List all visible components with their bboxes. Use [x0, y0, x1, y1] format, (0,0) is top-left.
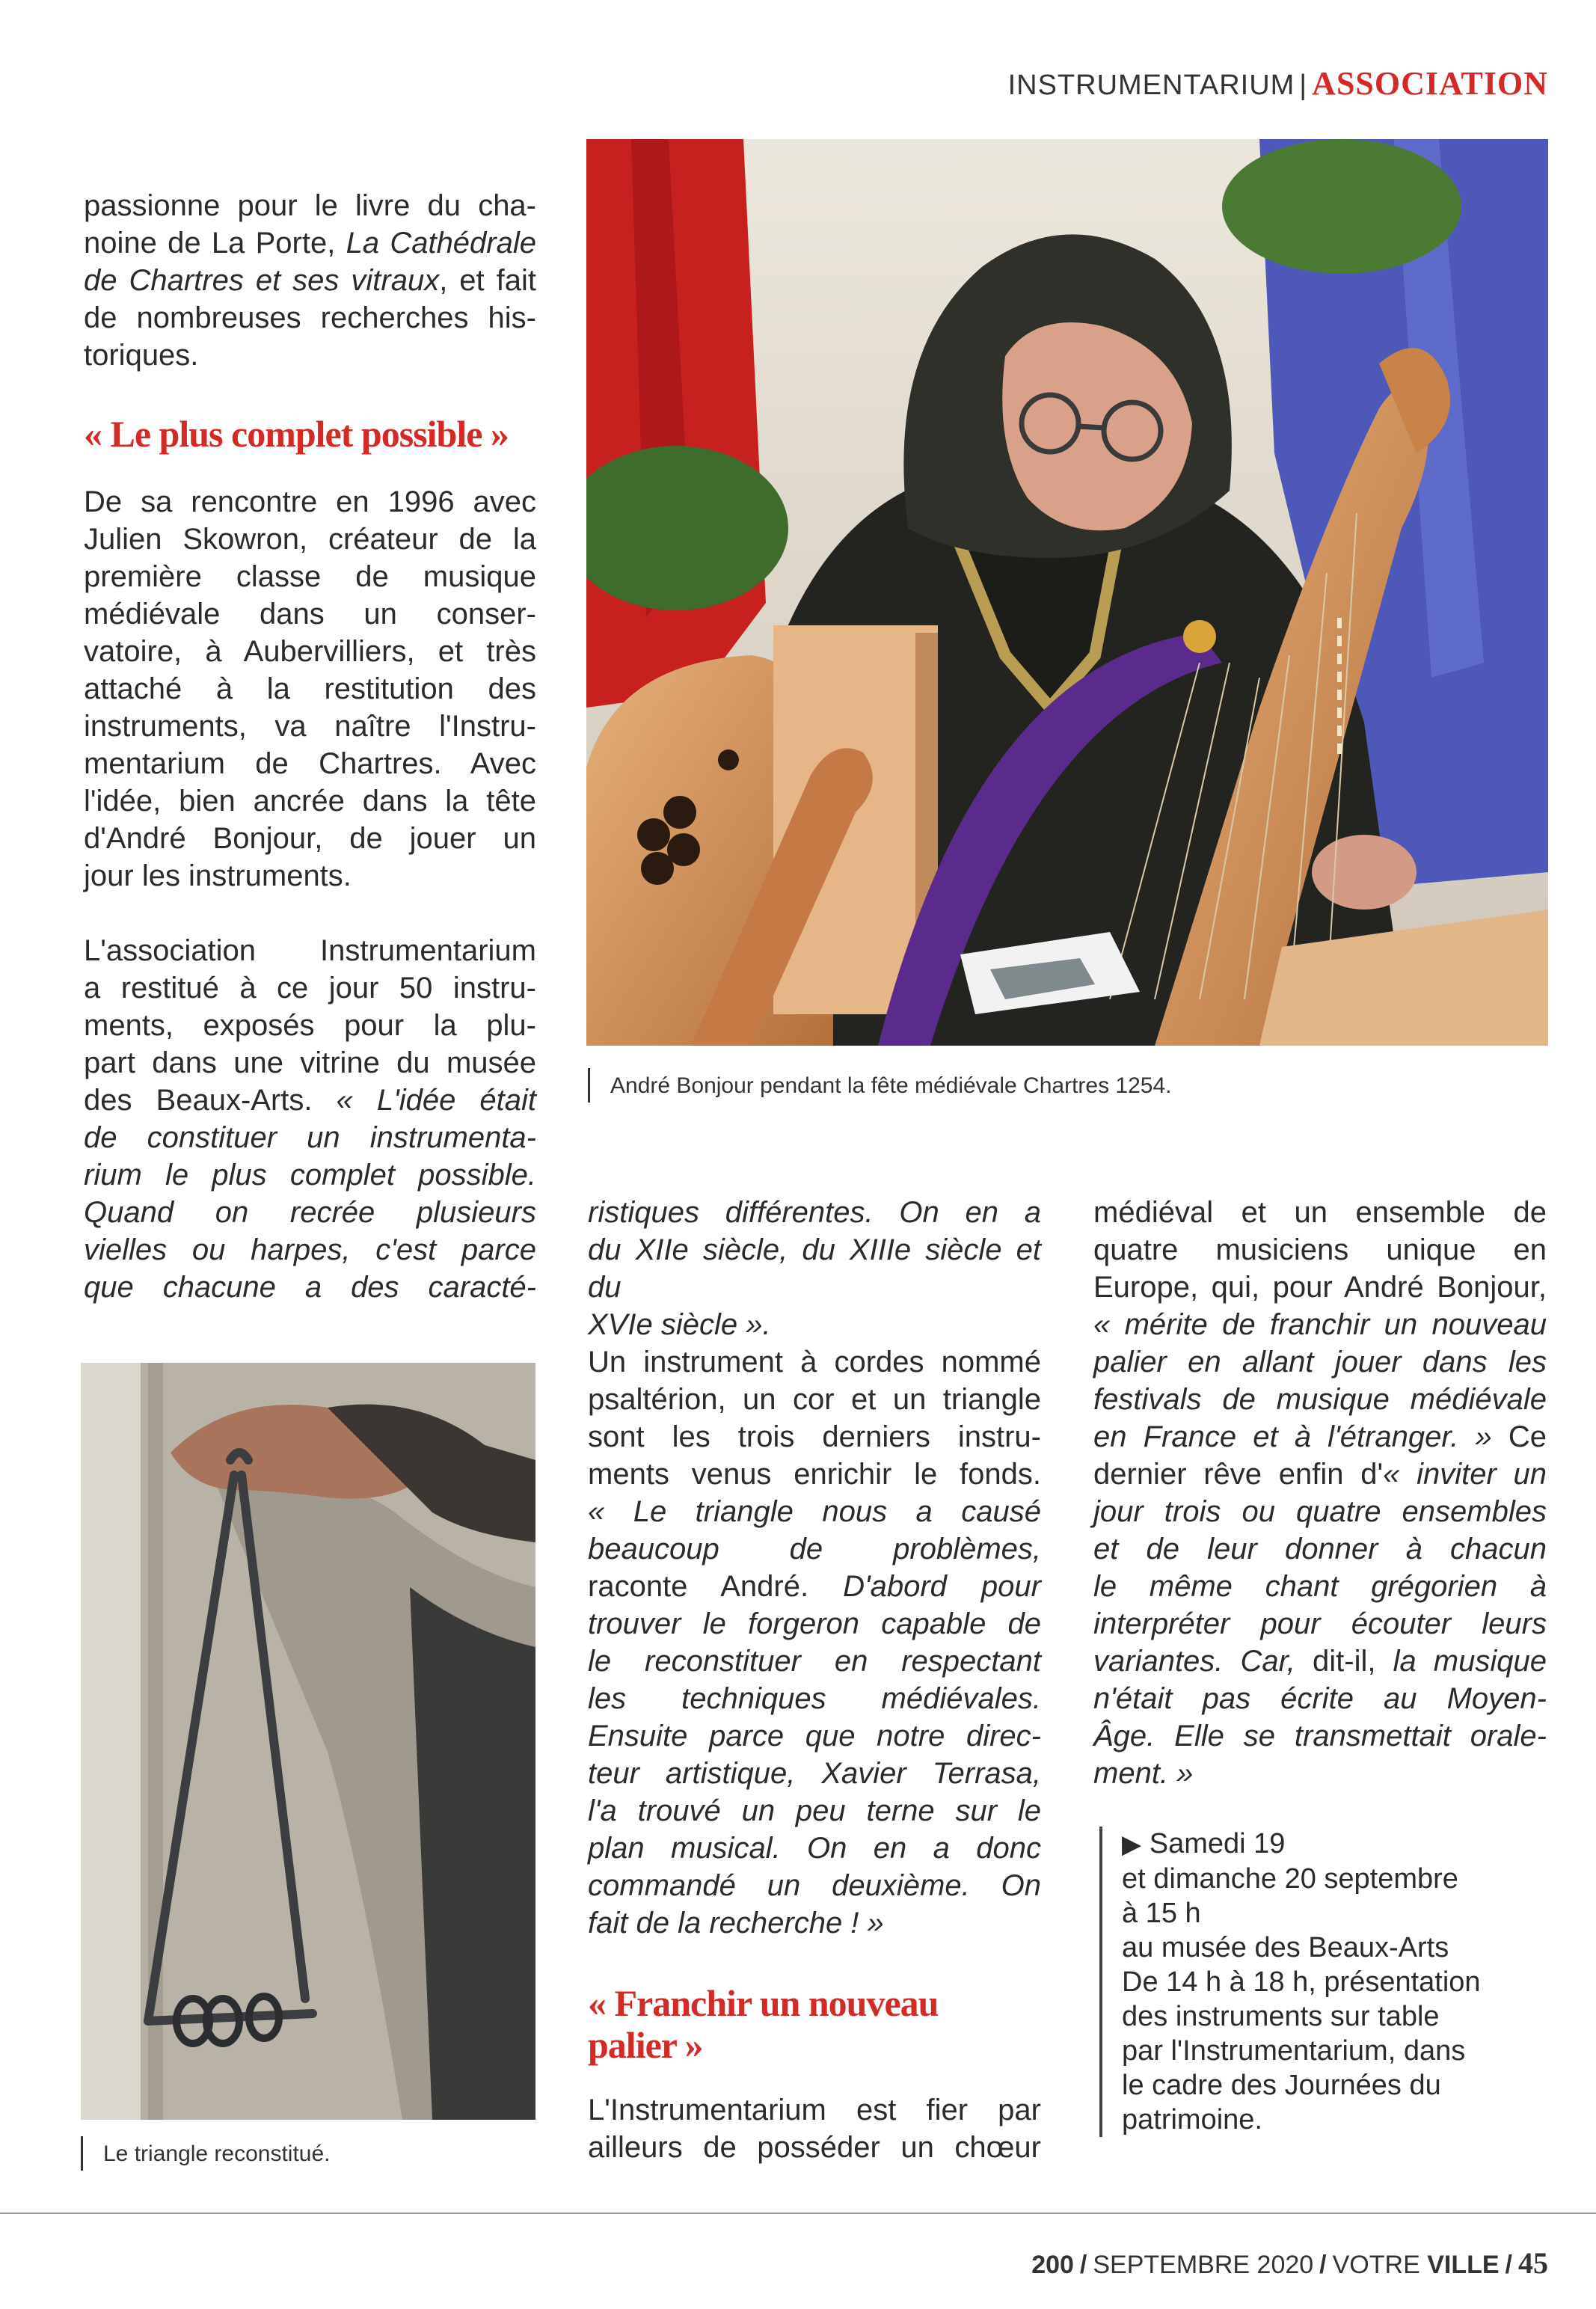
text-line: première classe de musique: [84, 560, 536, 593]
quote-line: Ensuite parce que notre direc-: [588, 1720, 1041, 1753]
quote-line: interpréter pour écouter leurs: [1093, 1607, 1547, 1640]
text-line: part dans une vitrine du musée: [84, 1046, 536, 1079]
section-heading-1: « Le plus complet possible »: [84, 413, 509, 455]
book-title: La Cathédrale: [346, 227, 537, 260]
quote-span: la musique: [1393, 1645, 1547, 1678]
text-line: instruments, va naître l'Instru-: [84, 710, 536, 743]
text-span: raconte André.: [588, 1570, 844, 1603]
quote-line: fait de la recherche ! »: [588, 1907, 884, 1940]
quote-line: ment. »: [1093, 1757, 1194, 1790]
info-line: patrimoine.: [1122, 2104, 1262, 2135]
triangle-marker-icon: ▶: [1122, 1830, 1142, 1859]
quote-line: l'a trouvé un peu terne sur le: [588, 1794, 1041, 1827]
text-line: ailleurs de posséder un chœur: [588, 2131, 1041, 2164]
header-rubric: INSTRUMENTARIUM: [1007, 70, 1295, 101]
col1-paragraph-2: [84, 932, 536, 1306]
quote-span: D'abord pour: [843, 1570, 1041, 1603]
text-line: a restitué à ce jour 50 instru-: [84, 972, 536, 1005]
text-span: , et fait: [439, 264, 536, 297]
text-line: psaltérion, un cor et un triangle: [588, 1383, 1041, 1416]
text-span: Ce: [1491, 1420, 1547, 1453]
info-line: à 15 h: [1122, 1898, 1201, 1929]
text-line: d'André Bonjour, de jouer un: [84, 822, 536, 855]
main-photo: [586, 139, 1548, 1046]
info-line: des instruments sur table: [1122, 2001, 1440, 2032]
magazine-name-bold: VILLE: [1427, 2251, 1500, 2279]
quote-line: que chacune a des caracté-: [84, 1271, 536, 1304]
quote-line: jour trois ou quatre ensembles: [1093, 1495, 1547, 1528]
header-section: ASSOCIATION: [1312, 65, 1548, 102]
magazine-name: VOTRE: [1332, 2251, 1420, 2279]
triangle-photo: [81, 1363, 535, 2120]
text-line: Un instrument à cordes nommé: [588, 1346, 1041, 1379]
event-info-box: [1099, 1827, 1541, 2137]
text-line: De sa rencontre en 1996 avec: [84, 485, 536, 518]
text-line: L'association Instrumentarium: [84, 934, 536, 967]
quote-line: trouver le forgeron capable de: [588, 1607, 1041, 1640]
quote-line: rium le plus complet possible.: [84, 1159, 536, 1192]
heading-line: « Franchir un nouveau: [588, 1982, 939, 2024]
info-line: Samedi 19: [1149, 1828, 1286, 1859]
text-span: noine de La Porte,: [84, 227, 346, 260]
text-line: quatre musiciens unique en: [1093, 1233, 1547, 1266]
text-span: des Beaux-Arts.: [84, 1084, 337, 1117]
text-line: vatoire, à Aubervilliers, et très: [84, 635, 536, 668]
text-line: toriques.: [84, 339, 199, 372]
footer-divider: [0, 2213, 1596, 2214]
text-span: dit-il,: [1295, 1645, 1393, 1678]
quote-line: festivals de musique médiévale: [1093, 1383, 1547, 1416]
quote-line: et de leur donner à chacun: [1093, 1533, 1547, 1566]
text-line: attaché à la restitution des: [84, 672, 536, 705]
text-line: sont les trois derniers instru-: [588, 1420, 1041, 1453]
page-footer: 200 / SEPTEMBRE 2020 / VOTRE VILLE / 45: [1031, 2246, 1548, 2280]
quote-line: du XIIe siècle, du XIIIe siècle et du: [588, 1233, 1041, 1304]
text-line: médiévale dans un conser-: [84, 598, 536, 631]
quote-span: en France et à l'étranger. »: [1093, 1420, 1492, 1453]
quote-line: de constituer un instrumenta-: [84, 1121, 536, 1154]
quote-line: Quand on recrée plusieurs: [84, 1196, 536, 1229]
col3-paragraph: [1093, 1194, 1547, 1792]
info-line: De 14 h à 18 h, présentation: [1122, 1966, 1481, 1998]
text-line: L'Instrumentarium est fier par: [588, 2094, 1041, 2126]
issue-number: 200: [1031, 2251, 1074, 2279]
main-photo-caption: André Bonjour pendant la fête médiévale Chartres 1254.: [588, 1073, 1171, 1100]
section-heading-2: [588, 1982, 1052, 2066]
col2-paragraph-1: [588, 1343, 1041, 1942]
info-line: et dimanche 20 septembre: [1122, 1863, 1458, 1895]
text-span: dernier rêve enfin d': [1093, 1458, 1384, 1491]
quote-span: « inviter un: [1383, 1458, 1547, 1491]
text-line: mentarium de Chartres. Avec: [84, 747, 536, 780]
text-line: ments venus enrichir le fonds.: [588, 1458, 1041, 1491]
text-line: passionne pour le livre du cha-: [84, 189, 536, 222]
col2-quote-end: [588, 1194, 1041, 1343]
quote-line: XVIe siècle ».: [588, 1308, 771, 1341]
info-line: le cadre des Journées du: [1122, 2070, 1441, 2101]
quote-line: palier en allant jouer dans les: [1093, 1346, 1547, 1379]
quote-line: « Le triangle nous a causé: [588, 1495, 1041, 1528]
info-line: au musée des Beaux-Arts: [1122, 1932, 1449, 1963]
page-number: 45: [1518, 2246, 1548, 2280]
quote-line: le même chant grégorien à: [1093, 1570, 1547, 1603]
issue-date: SEPTEMBRE 2020: [1093, 2251, 1314, 2279]
quote-span: variantes. Car,: [1093, 1645, 1295, 1678]
quote-line: ristiques différentes. On en a: [588, 1196, 1041, 1229]
quote-line: « mérite de franchir un nouveau: [1093, 1308, 1547, 1341]
text-line: Julien Skowron, créateur de la: [84, 523, 536, 556]
triangle-photo-image: [81, 1363, 535, 2120]
quote-line: n'était pas écrite au Moyen-: [1093, 1682, 1547, 1715]
triangle-photo-caption: Le triangle reconstitué.: [81, 2141, 331, 2168]
info-line: par l'Instrumentarium, dans: [1122, 2035, 1466, 2067]
quote-span: « L'idée était: [336, 1084, 536, 1117]
text-line: ments, exposés pour la plu-: [84, 1009, 536, 1042]
harp-maker-photo: [586, 139, 1548, 1046]
col2-paragraph-2: [588, 2091, 1041, 2166]
quote-line: commandé un deuxième. On: [588, 1869, 1041, 1902]
heading-line: palier »: [588, 2024, 703, 2066]
quote-line: vielles ou harpes, c'est parce: [84, 1233, 536, 1266]
header-separator: |: [1299, 70, 1308, 101]
text-line: de nombreuses recherches his-: [84, 301, 536, 334]
page-header: [1008, 64, 1548, 102]
quote-line: les techniques médiévales.: [588, 1682, 1041, 1715]
text-line: médiéval et un ensemble de: [1093, 1196, 1547, 1229]
quote-line: beaucoup de problèmes,: [588, 1533, 1041, 1566]
text-line: l'idée, bien ancrée dans la tête: [84, 785, 536, 818]
quote-line: teur artistique, Xavier Terrasa,: [588, 1757, 1041, 1790]
quote-line: Âge. Elle se transmettait orale-: [1093, 1720, 1547, 1753]
text-line: jour les instruments.: [84, 859, 352, 892]
book-title: de Chartres et ses vitraux: [84, 264, 440, 297]
col1-paragraph-1: [84, 483, 536, 895]
quote-line: le reconstituer en respectant: [588, 1645, 1041, 1678]
quote-line: plan musical. On en a donc: [588, 1832, 1041, 1865]
col1-intro: [84, 187, 536, 374]
text-line: Europe, qui, pour André Bonjour,: [1093, 1271, 1547, 1304]
